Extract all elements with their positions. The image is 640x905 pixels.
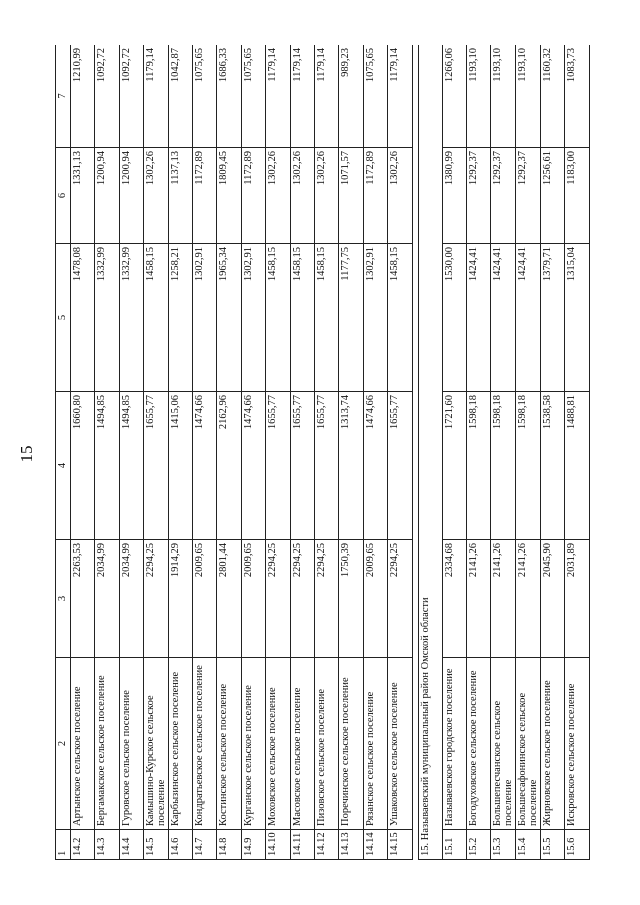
table-row: [266, 45, 290, 860]
table-row: [217, 45, 241, 860]
row-value: 1193,10: [491, 45, 516, 148]
row-value: 989,23: [339, 45, 363, 148]
row-value: 1179,14: [144, 45, 169, 148]
row-value: 1302,91: [363, 244, 387, 392]
table-row: [491, 45, 516, 860]
row-value: 2141,26: [491, 540, 516, 658]
row-value: 1302,26: [290, 148, 314, 244]
row-value: 1655,77: [290, 392, 314, 540]
row-value: 1331,13: [71, 148, 95, 244]
table-row: [388, 45, 412, 860]
row-name: Богодуховское сельское поселение: [467, 658, 491, 830]
row-value: 1266,06: [443, 45, 467, 148]
row-name: Пизовское сельское поселение: [314, 658, 338, 830]
table-row: [467, 45, 491, 860]
row-value: 2801,44: [217, 540, 241, 658]
table-row: [95, 45, 119, 860]
row-number: 14.3: [95, 830, 119, 860]
row-number: 15.1: [443, 830, 467, 860]
row-value: 1313,74: [339, 392, 363, 540]
row-value: 1379,71: [541, 244, 565, 392]
row-value: 1172,89: [241, 148, 265, 244]
row-value: 1193,10: [516, 45, 541, 148]
row-value: 2162,96: [217, 392, 241, 540]
row-name: Камышино-Курское сельское поселение: [144, 658, 169, 830]
row-value: 1458,15: [290, 244, 314, 392]
row-value: 1424,41: [491, 244, 516, 392]
row-value: 1655,77: [314, 392, 338, 540]
row-value: 1292,37: [516, 148, 541, 244]
row-name: Бергамакское сельское поселение: [95, 658, 119, 830]
row-value: 1332,99: [119, 244, 143, 392]
table-row: [144, 45, 169, 860]
row-number: 14.8: [217, 830, 241, 860]
row-value: 2294,25: [314, 540, 338, 658]
row-value: 1458,15: [388, 244, 412, 392]
row-name: Моховское сельское поселение: [266, 658, 290, 830]
row-value: 1075,65: [363, 45, 387, 148]
row-name: Карбызинское сельское поселение: [169, 658, 193, 830]
row-number: 15.6: [565, 830, 590, 860]
row-value: 1160,32: [541, 45, 565, 148]
row-value: 1292,37: [467, 148, 491, 244]
row-value: 1302,26: [144, 148, 169, 244]
table-row: [541, 45, 565, 860]
section-title: 15. Называевский муниципальный район Омской области: [418, 45, 442, 860]
row-value: 1494,85: [119, 392, 143, 540]
row-value: 1474,66: [241, 392, 265, 540]
column-header: 7: [56, 45, 71, 148]
row-value: 1478,08: [71, 244, 95, 392]
page-number: 15: [17, 445, 36, 463]
row-value: 1092,72: [95, 45, 119, 148]
row-name: Большепесчанское сельское поселение: [491, 658, 516, 830]
table-row: [363, 45, 387, 860]
row-value: 1424,41: [467, 244, 491, 392]
table-row: [443, 45, 467, 860]
row-number: 14.15: [388, 830, 412, 860]
row-number: 14.11: [290, 830, 314, 860]
row-value: 1315,04: [565, 244, 590, 392]
row-value: 2263,53: [71, 540, 95, 658]
row-name: Курганское сельское поселение: [241, 658, 265, 830]
row-name: Жирновское сельское поселение: [541, 658, 565, 830]
table-row: [193, 45, 217, 860]
row-value: 2294,25: [290, 540, 314, 658]
row-value: 1655,77: [266, 392, 290, 540]
row-value: 1494,85: [95, 392, 119, 540]
row-value: 1655,77: [144, 392, 169, 540]
row-value: 2294,25: [144, 540, 169, 658]
row-value: 1965,34: [217, 244, 241, 392]
row-value: 1210,99: [71, 45, 95, 148]
row-value: 1179,14: [290, 45, 314, 148]
row-value: 1302,91: [193, 244, 217, 392]
row-number: 15.5: [541, 830, 565, 860]
row-value: 1183,00: [565, 148, 590, 244]
row-value: 1137,13: [169, 148, 193, 244]
column-header: 6: [56, 148, 71, 244]
row-value: 1721,60: [443, 392, 467, 540]
row-value: 1914,29: [169, 540, 193, 658]
row-name: Ушаковское сельское поселение: [388, 658, 412, 830]
row-value: 1302,26: [314, 148, 338, 244]
row-value: 1458,15: [266, 244, 290, 392]
row-value: 1686,33: [217, 45, 241, 148]
table-row: [169, 45, 193, 860]
table-row: [290, 45, 314, 860]
table-row: [119, 45, 143, 860]
column-header: 5: [56, 244, 71, 392]
row-value: 1071,57: [339, 148, 363, 244]
row-value: 2045,90: [541, 540, 565, 658]
row-number: 14.4: [119, 830, 143, 860]
row-value: 1042,87: [169, 45, 193, 148]
row-value: 1177,75: [339, 244, 363, 392]
row-number: 14.10: [266, 830, 290, 860]
row-value: 1530,00: [443, 244, 467, 392]
row-value: 1380,99: [443, 148, 467, 244]
row-value: 1302,26: [266, 148, 290, 244]
row-name: Масовское сельское поселение: [290, 658, 314, 830]
row-value: 1458,15: [314, 244, 338, 392]
row-value: 1488,81: [565, 392, 590, 540]
row-name: Рязанское сельское поселение: [363, 658, 387, 830]
row-value: 1655,77: [388, 392, 412, 540]
row-value: 1474,66: [193, 392, 217, 540]
row-value: 2034,99: [119, 540, 143, 658]
table-header-row: [56, 45, 71, 860]
column-header: 4: [56, 392, 71, 540]
tariff-table: [55, 45, 590, 860]
table-row: [71, 45, 95, 860]
row-number: 14.9: [241, 830, 265, 860]
row-value: 1332,99: [95, 244, 119, 392]
row-value: 1302,26: [388, 148, 412, 244]
row-name: Поречинское сельское поселение: [339, 658, 363, 830]
row-number: 14.5: [144, 830, 169, 860]
row-number: 14.12: [314, 830, 338, 860]
row-name: Костинское сельское поселение: [217, 658, 241, 830]
row-name: Гуровское сельское поселение: [119, 658, 143, 830]
row-value: 2334,68: [443, 540, 467, 658]
row-value: 1200,94: [95, 148, 119, 244]
row-value: 2141,26: [516, 540, 541, 658]
row-value: 1660,80: [71, 392, 95, 540]
row-value: 1598,18: [467, 392, 491, 540]
row-value: 1598,18: [516, 392, 541, 540]
table-row: [565, 45, 590, 860]
row-value: 1193,10: [467, 45, 491, 148]
column-header: 2: [56, 658, 71, 830]
row-number: 14.14: [363, 830, 387, 860]
row-value: 1458,15: [144, 244, 169, 392]
row-number: 15.3: [491, 830, 516, 860]
table-row: [339, 45, 363, 860]
row-value: 1538,58: [541, 392, 565, 540]
column-header: 3: [56, 540, 71, 658]
row-value: 2294,25: [388, 540, 412, 658]
row-value: 1179,14: [266, 45, 290, 148]
row-value: 1172,89: [193, 148, 217, 244]
row-value: 1179,14: [314, 45, 338, 148]
row-value: 2294,25: [266, 540, 290, 658]
row-value: 1083,73: [565, 45, 590, 148]
row-name: Кондратьевское сельское поселение: [193, 658, 217, 830]
row-value: 1179,14: [388, 45, 412, 148]
row-value: 2009,65: [193, 540, 217, 658]
row-value: 1809,45: [217, 148, 241, 244]
row-name: Большесафонинское сельское поселение: [516, 658, 541, 830]
row-number: 15.4: [516, 830, 541, 860]
row-value: 2031,89: [565, 540, 590, 658]
row-value: 1200,94: [119, 148, 143, 244]
row-number: 14.2: [71, 830, 95, 860]
row-value: 1075,65: [193, 45, 217, 148]
row-value: 1424,41: [516, 244, 541, 392]
rotated-page: [55, 45, 590, 860]
row-number: 14.6: [169, 830, 193, 860]
table-row: [241, 45, 265, 860]
row-value: 1292,37: [491, 148, 516, 244]
row-value: 2009,65: [241, 540, 265, 658]
table-row: [314, 45, 338, 860]
row-value: 1302,91: [241, 244, 265, 392]
row-value: 1750,39: [339, 540, 363, 658]
row-value: 1474,66: [363, 392, 387, 540]
row-name: Артынское сельское поселение: [71, 658, 95, 830]
section-row: [418, 45, 442, 860]
row-value: 1172,89: [363, 148, 387, 244]
row-number: 14.13: [339, 830, 363, 860]
row-name: Называевское городское поселение: [443, 658, 467, 830]
row-value: 1258,21: [169, 244, 193, 392]
row-number: 14.7: [193, 830, 217, 860]
row-value: 1075,65: [241, 45, 265, 148]
table-row: [516, 45, 541, 860]
row-value: 2141,26: [467, 540, 491, 658]
row-value: 1598,18: [491, 392, 516, 540]
row-value: 1256,61: [541, 148, 565, 244]
row-value: 1092,72: [119, 45, 143, 148]
row-name: Искровское сельское поселение: [565, 658, 590, 830]
row-number: 15.2: [467, 830, 491, 860]
column-header: 1: [56, 830, 71, 860]
row-value: 1415,06: [169, 392, 193, 540]
row-value: 2034,99: [95, 540, 119, 658]
row-value: 2009,65: [363, 540, 387, 658]
